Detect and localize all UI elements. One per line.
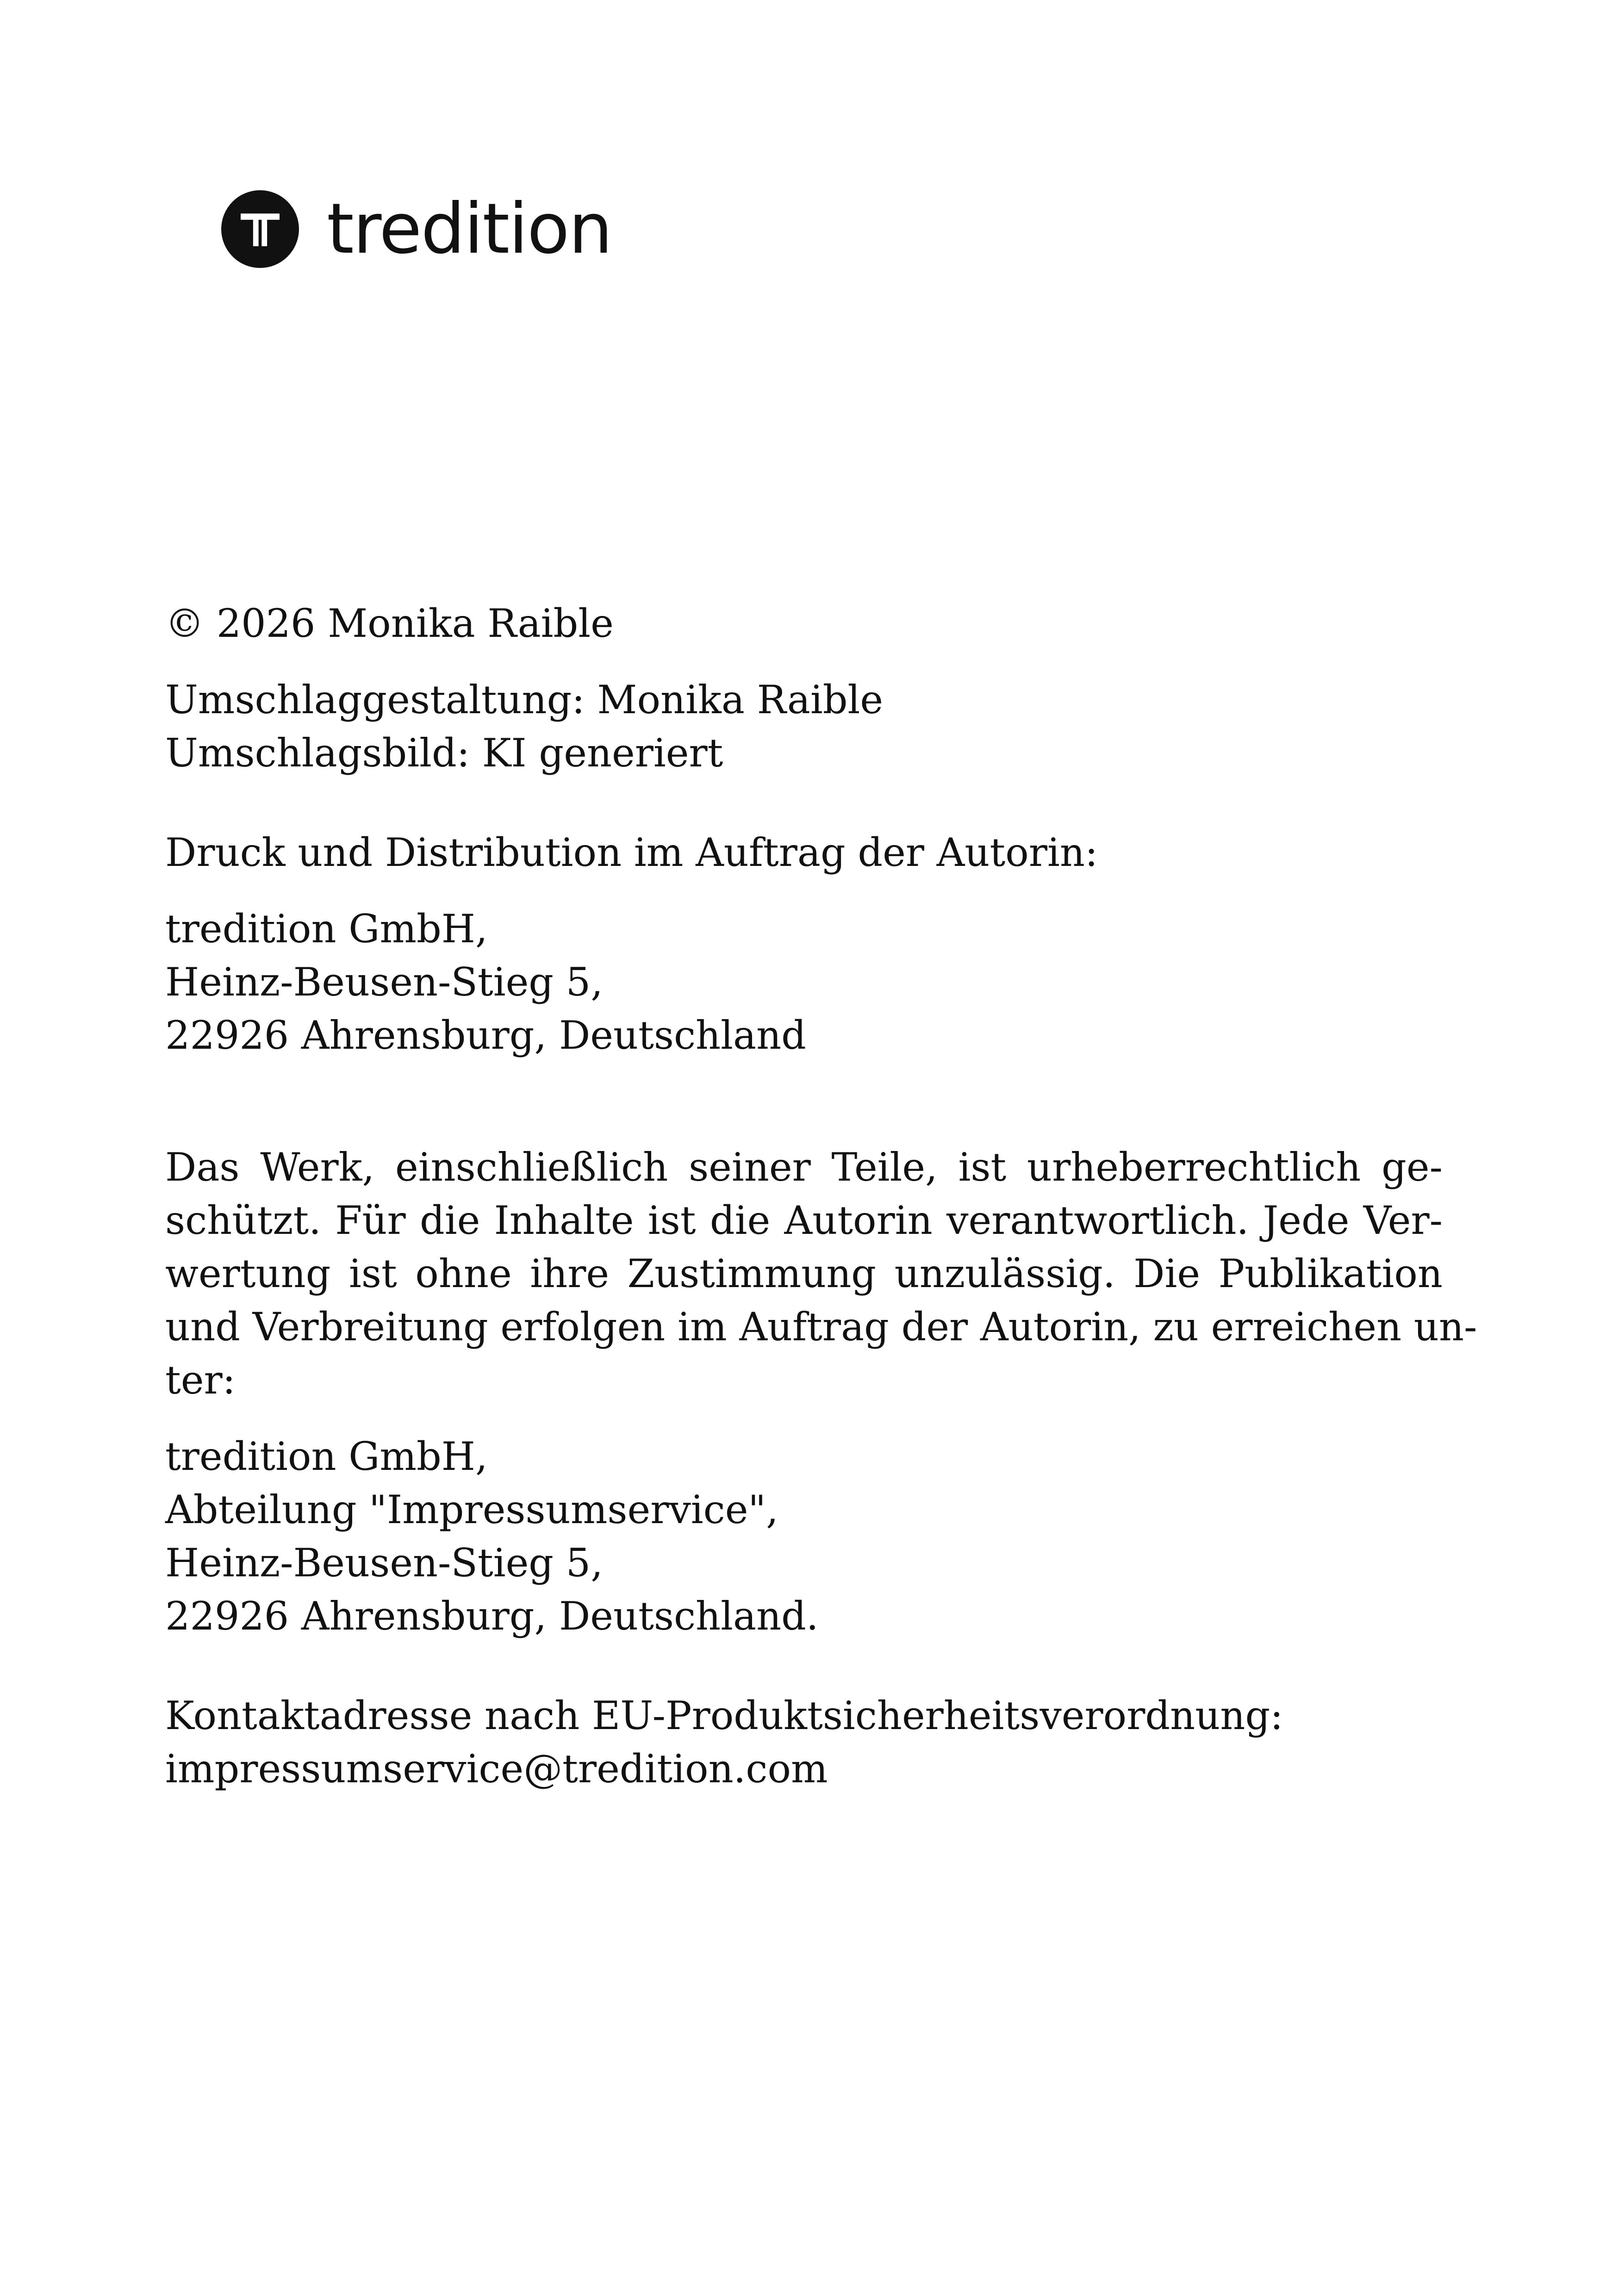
cover-credits — [165, 673, 1443, 780]
spacer — [165, 1062, 1443, 1141]
contact-email: impressumservice@tredition.com — [165, 1746, 828, 1792]
legal-line: schützt. Für die Inhalte ist die Autorin verantwortlich. Jede Ver- — [165, 1198, 1443, 1243]
address-line: tredition GmbH, — [165, 1434, 488, 1479]
contact-heading: Kontaktadresse nach EU-Produktsicherheitsverordnung: — [165, 1693, 1283, 1738]
spacer — [165, 1407, 1443, 1430]
spacer — [165, 1643, 1443, 1689]
contact-block — [165, 1689, 1443, 1796]
cover-image-credit: Umschlagsbild: KI generiert — [165, 730, 723, 776]
address-line: 22926 Ahrensburg, Deutschland. — [165, 1593, 819, 1639]
tredition-logo-icon — [221, 190, 299, 268]
address-line: Abteilung "Impressumservice", — [165, 1487, 778, 1532]
address-line: Heinz-Beusen-Stieg 5, — [165, 1540, 603, 1586]
spacer — [165, 879, 1443, 902]
imprint-service-address — [165, 1430, 1443, 1643]
copyright-notice — [165, 597, 1443, 650]
legal-line: wertung ist ohne ihre Zustimmung unzulässig. Die Publikation — [165, 1251, 1443, 1296]
cover-design-credit: Umschlaggestaltung: Monika Raible — [165, 677, 884, 722]
copyright-line: © 2026 Monika Raible — [165, 601, 614, 646]
distribution-heading — [165, 826, 1443, 879]
legal-line: und Verbreitung erfolgen im Auftrag der Autorin, zu erreichen un- — [165, 1304, 1477, 1350]
address-line: tredition GmbH, — [165, 906, 488, 952]
legal-line: Das Werk, einschließlich seiner Teile, ist urheberrechtlich ge- — [165, 1145, 1443, 1190]
distribution-address — [165, 902, 1443, 1062]
address-line: Heinz-Beusen-Stieg 5, — [165, 959, 603, 1005]
legal-line: ter: — [165, 1357, 236, 1403]
distribution-heading-text: Druck und Distribution im Auftrag der Autorin: — [165, 830, 1098, 875]
spacer — [165, 650, 1443, 673]
spacer — [165, 780, 1443, 826]
publisher-logo — [221, 190, 612, 268]
logo-wordmark: tredition — [327, 189, 612, 269]
imprint-content — [165, 597, 1477, 1796]
address-line: 22926 Ahrensburg, Deutschland — [165, 1013, 806, 1058]
legal-notice — [165, 1141, 1477, 1407]
